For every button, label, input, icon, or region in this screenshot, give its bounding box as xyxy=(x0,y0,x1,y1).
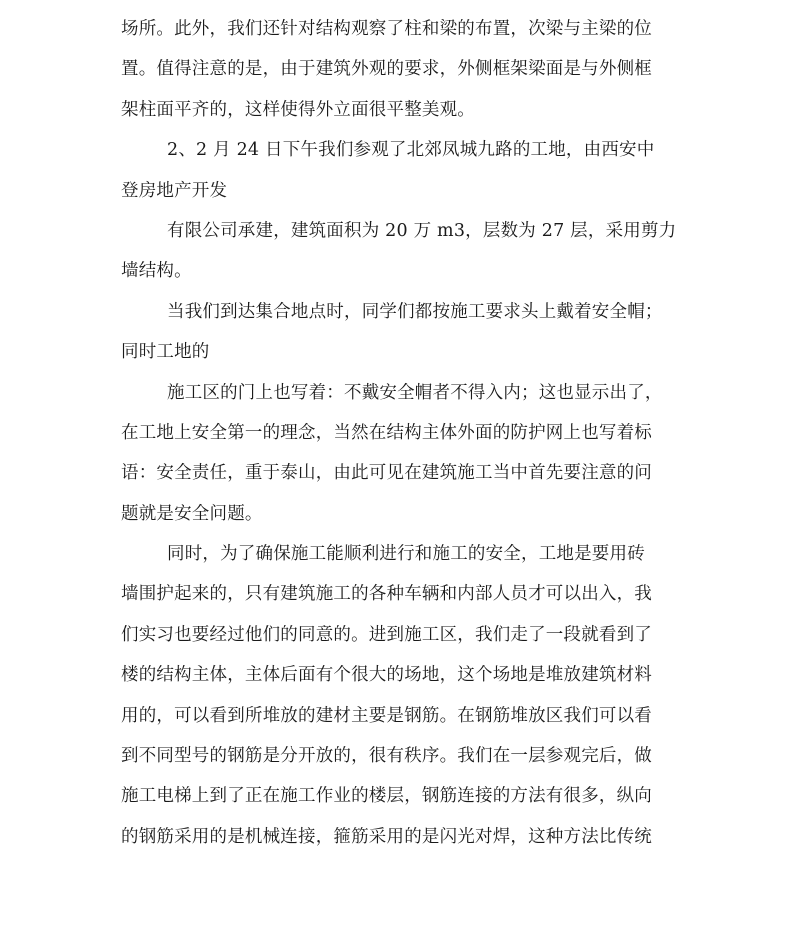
text-line: 题就是安全问题。 xyxy=(121,503,263,524)
text-line: 用的，可以看到所堆放的建材主要是钢筋。在钢筋堆放区我们可以看 xyxy=(121,705,652,726)
text-line: 置。值得注意的是，由于建筑外观的要求，外侧框架梁面是与外侧框 xyxy=(121,59,652,80)
text-line: 登房地产开发 xyxy=(121,180,228,201)
paragraph-start-line: 有限公司承建，建筑面积为 20 万 m3，层数为 27 层，采用剪力 xyxy=(167,220,677,241)
text-line: 语：安全责任，重于泰山，由此可见在建筑施工当中首先要注意的问 xyxy=(121,463,652,484)
text-line: 们实习也要经过他们的同意的。进到施工区，我们走了一段就看到了 xyxy=(121,624,652,645)
text-line: 墙结构。 xyxy=(121,261,192,282)
text-line: 同时工地的 xyxy=(121,342,210,363)
text-line: 楼的结构主体，主体后面有个很大的场地，这个场地是堆放建筑材料 xyxy=(121,665,652,686)
paragraph-start-line: 同时，为了确保施工能顺利进行和施工的安全，工地是要用砖 xyxy=(167,544,645,565)
text-line: 的钢筋采用的是机械连接，箍筋采用的是闪光对焊，这种方法比传统 xyxy=(121,826,652,847)
text-line: 架柱面平齐的，这样使得外立面很平整美观。 xyxy=(121,99,475,120)
paragraph-start-line: 2、2 月 24 日下午我们参观了北郊凤城九路的工地，由西安中 xyxy=(167,140,655,161)
text-line: 施工电梯上到了正在施工作业的楼层，钢筋连接的方法有很多，纵向 xyxy=(121,786,652,807)
text-line: 场所。此外，我们还针对结构观察了柱和梁的布置，次梁与主梁的位 xyxy=(121,19,652,39)
text-line: 在工地上安全第一的理念，当然在结构主体外面的防护网上也写着标 xyxy=(121,422,652,443)
body-text xyxy=(121,9,681,857)
paragraph-start-line: 施工区的门上也写着：不戴安全帽者不得入内；这也显示出了， xyxy=(167,382,663,403)
paragraph-start-line: 当我们到达集合地点时，同学们都按施工要求头上戴着安全帽； xyxy=(167,301,663,322)
text-line: 墙围护起来的，只有建筑施工的各种车辆和内部人员才可以出入，我 xyxy=(121,584,652,605)
text-line: 到不同型号的钢筋是分开放的，很有秩序。我们在一层参观完后，做 xyxy=(121,746,652,767)
